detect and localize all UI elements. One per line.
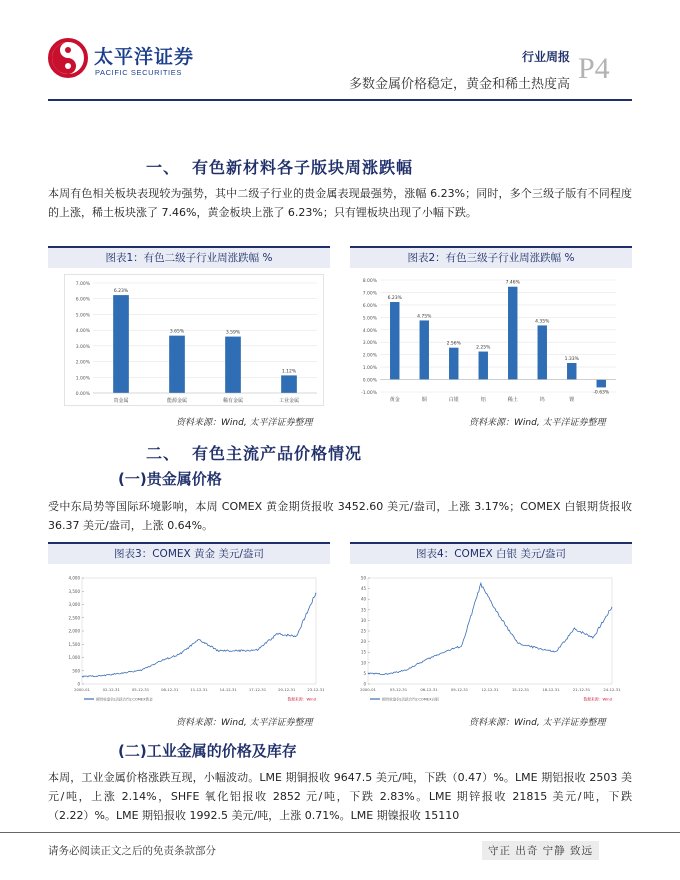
y-tick-label: 3.00% bbox=[75, 344, 90, 350]
bar-value-label: 4.35% bbox=[535, 319, 550, 325]
bar-value-label: 3.59% bbox=[225, 330, 241, 336]
y-tick-label: 1.00% bbox=[362, 366, 377, 372]
plot-frame bbox=[82, 578, 316, 684]
bar bbox=[567, 363, 576, 380]
x-tick-label: 02-12-31 bbox=[102, 687, 120, 692]
y-tick-label: 30 bbox=[360, 617, 366, 623]
bar bbox=[225, 337, 241, 393]
x-category-label: 稀土 bbox=[507, 397, 518, 403]
x-tick-label: 23-12-31 bbox=[307, 687, 324, 692]
figure4-chart bbox=[350, 572, 622, 712]
legend-label: 期货收盘价(活跃合约):COMEX黄金 bbox=[96, 697, 153, 702]
x-tick-label: 18-12-31 bbox=[542, 687, 560, 692]
subsection-precious-metals: (一)贵金属价格 bbox=[118, 470, 222, 488]
bar-value-label: 2.56% bbox=[446, 341, 461, 347]
y-tick-label: 8.00% bbox=[362, 279, 377, 284]
bar-value-label: -0.63% bbox=[593, 390, 610, 396]
chart-source-note: 数据来源：Wind bbox=[287, 696, 316, 702]
x-tick-label: 09-12-31 bbox=[450, 687, 469, 692]
x-tick-label: 06-12-31 bbox=[420, 687, 438, 692]
bar bbox=[449, 348, 458, 380]
y-tick-label: 25 bbox=[360, 628, 366, 634]
x-tick-label: 2000-01 bbox=[360, 687, 376, 692]
subsection-industrial-metals: (二)工业金属的价格及库存 bbox=[118, 742, 297, 760]
x-category-label: 锂 bbox=[569, 397, 575, 403]
y-tick-label: 4,000 bbox=[68, 575, 80, 581]
footer-disclaimer: 请务必阅读正文之后的免责条款部分 bbox=[48, 845, 216, 857]
section2-number: 二、 bbox=[146, 444, 181, 463]
figure4-title: 图表4：COMEX 白银 美元/盎司 bbox=[350, 542, 632, 564]
figure1-bar-chart bbox=[65, 275, 325, 407]
precious-metals-paragraph: 受中东局势等国际环境影响，本周 COMEX 黄金期货报收 3452.60 美元/盎司，上涨 3.17%；COMEX 白银期货报收 36.37 美元/盎司，上涨 0.64%。 bbox=[48, 500, 632, 532]
x-tick-label: 03-12-31 bbox=[389, 687, 408, 692]
y-tick-label: 1,000 bbox=[68, 655, 80, 660]
page-header bbox=[0, 0, 680, 105]
y-tick-label: 10 bbox=[360, 660, 366, 666]
figure1-title: 图表1：有色二级子行业周涨跌幅 % bbox=[48, 246, 330, 268]
bar bbox=[169, 336, 185, 393]
x-category-label: 铝 bbox=[480, 397, 486, 403]
y-tick-label: 0.00% bbox=[362, 378, 377, 384]
x-category-label: 能源金属 bbox=[166, 398, 188, 404]
y-tick-label: 5.00% bbox=[75, 313, 90, 319]
page-number: P4 bbox=[578, 52, 610, 85]
y-tick-label: 35 bbox=[360, 607, 366, 613]
x-tick-label: 14-12-31 bbox=[219, 687, 237, 692]
y-tick-label: 0 bbox=[77, 681, 80, 687]
y-tick-label: 4.00% bbox=[75, 329, 90, 335]
industrial-metals-paragraph: 本周，工业金属价格涨跌互现，小幅波动。LME 期铜报收 9647.5 美元/吨，下跌（0.47）%。LME 期铝报收 2503 美元/吨，上涨 2.14%，SHFE 氧化铝报收 2852 元/吨，下跌 2.83%。LME 期锌报收 21815 美元/吨，下跌（2.22）%。LME 期铅报收 1992.5 美元/吨，上涨 0.71%。LME 期镍报收 15110 bbox=[48, 771, 632, 822]
header-divider bbox=[48, 99, 632, 101]
y-tick-label: 500 bbox=[72, 668, 80, 674]
y-tick-label: 0.00% bbox=[75, 392, 90, 397]
x-category-label: 贵金属 bbox=[113, 398, 129, 404]
figure3-line-chart bbox=[64, 572, 324, 712]
bar-value-label: 7.46% bbox=[505, 280, 520, 286]
y-tick-label: 2.00% bbox=[75, 360, 90, 366]
bar bbox=[113, 295, 129, 393]
bar-value-label: 3.65% bbox=[169, 329, 185, 335]
x-category-label: 白银 bbox=[448, 397, 459, 403]
x-tick-label: 17-12-31 bbox=[248, 687, 267, 692]
y-tick-label: 4.00% bbox=[362, 328, 377, 334]
x-category-label: 黄金 bbox=[389, 397, 400, 403]
x-category-label: 钨 bbox=[539, 397, 545, 403]
figure3-chart bbox=[64, 572, 324, 712]
bar-value-label: 2.25% bbox=[476, 345, 491, 351]
y-tick-label: 5.00% bbox=[362, 316, 377, 322]
bar bbox=[420, 320, 429, 379]
bar bbox=[508, 287, 517, 380]
y-tick-label: 3,000 bbox=[68, 602, 80, 607]
y-tick-label: 3.00% bbox=[362, 341, 377, 347]
y-tick-label: 45 bbox=[360, 586, 366, 592]
section2-heading bbox=[146, 441, 362, 464]
section2-title: 有色主流产品价格情况 bbox=[192, 444, 363, 463]
y-tick-label: 15 bbox=[360, 649, 366, 655]
logo-name-en: PACIFIC SECURITIES bbox=[95, 68, 182, 77]
chart-source-note: 数据来源：Wind bbox=[583, 696, 612, 702]
y-tick-label: 3,500 bbox=[68, 588, 80, 594]
y-tick-label: 40 bbox=[360, 596, 366, 602]
figure3-source: 资料来源：Wind, 太平洋证券整理 bbox=[176, 718, 313, 728]
series-line bbox=[368, 583, 612, 675]
logo-name-cn: 太平洋证券 bbox=[94, 46, 195, 68]
x-tick-label: 15-12-31 bbox=[511, 687, 530, 692]
x-tick-label: 05-12-31 bbox=[131, 687, 150, 692]
y-tick-label: 7.00% bbox=[75, 282, 90, 287]
figure4-source: 资料来源：Wind, 太平洋证券整理 bbox=[469, 718, 606, 728]
y-tick-label: 0 bbox=[363, 681, 366, 687]
y-tick-label: 2.00% bbox=[362, 353, 377, 359]
y-tick-label: -1.00% bbox=[361, 391, 377, 396]
bar bbox=[479, 352, 488, 380]
y-tick-label: 2,500 bbox=[68, 615, 80, 621]
x-tick-label: 2000-01 bbox=[74, 687, 90, 692]
footer-motto: 守正 出奇 宁静 致远 bbox=[482, 841, 599, 860]
y-tick-label: 5 bbox=[363, 670, 366, 676]
y-tick-label: 7.00% bbox=[362, 291, 377, 297]
report-title: 多数金属价格稳定，黄金和稀土热度高 bbox=[348, 77, 570, 92]
y-tick-label: 1,500 bbox=[68, 641, 80, 647]
footer-divider bbox=[0, 832, 680, 833]
figure1-chart bbox=[64, 274, 324, 406]
x-tick-label: 12-12-31 bbox=[481, 687, 499, 692]
legend-label: 期货收盘价(活跃合约):COMEX白银 bbox=[382, 697, 439, 702]
figure2-chart bbox=[354, 274, 622, 406]
x-tick-label: 08-12-31 bbox=[161, 687, 179, 692]
y-tick-label: 1.00% bbox=[75, 376, 90, 382]
bar bbox=[538, 325, 547, 379]
figure2-title: 图表2：有色三级子行业周涨跌幅 % bbox=[350, 246, 632, 268]
bar-value-label: 1.33% bbox=[564, 357, 579, 363]
x-category-label: 稀有金属 bbox=[222, 398, 244, 404]
figure2-bar-chart bbox=[354, 274, 622, 406]
bar-value-label: 6.23% bbox=[387, 296, 402, 302]
bar-value-label: 1.12% bbox=[281, 369, 297, 375]
report-type: 行业周报 bbox=[521, 50, 570, 64]
y-tick-label: 2,000 bbox=[68, 628, 80, 634]
bar-value-label: 6.23% bbox=[113, 289, 129, 295]
bar bbox=[281, 375, 297, 393]
bar bbox=[597, 380, 606, 388]
y-tick-label: 6.00% bbox=[75, 297, 90, 303]
x-tick-label: 21-12-31 bbox=[572, 687, 591, 692]
y-tick-label: 20 bbox=[360, 639, 366, 645]
section1-heading bbox=[146, 155, 413, 178]
plot-frame bbox=[368, 578, 612, 684]
figure3-title: 图表3：COMEX 黄金 美元/盎司 bbox=[48, 542, 330, 564]
figure2-source: 资料来源：Wind, 太平洋证券整理 bbox=[469, 418, 606, 428]
x-tick-label: 20-12-31 bbox=[278, 687, 296, 692]
x-category-label: 铜 bbox=[421, 397, 427, 403]
series-line bbox=[82, 593, 316, 678]
section1-paragraph: 本周有色相关板块表现较为强势，其中二级子行业的贵金属表现最强势，涨幅 6.23%；同时，多个三级子版有不同程度的上涨，稀土板块涨了 7.46%，黄金板块上涨了 6.23%；只有锂板块出现了小幅下跌。 bbox=[48, 187, 632, 219]
y-tick-label: 6.00% bbox=[362, 303, 377, 309]
bar bbox=[390, 302, 399, 380]
figure4-line-chart bbox=[350, 572, 622, 712]
y-tick-label: 50 bbox=[360, 575, 366, 581]
pacific-securities-logo-icon bbox=[48, 38, 88, 78]
x-tick-label: 11-12-31 bbox=[190, 687, 208, 692]
x-category-label: 工业金属 bbox=[278, 398, 300, 404]
bar-value-label: 4.75% bbox=[417, 314, 432, 320]
section1-title: 有色新材料各子版块周涨跌幅 bbox=[192, 158, 414, 177]
x-tick-label: 24-12-31 bbox=[603, 687, 621, 692]
figure1-source: 资料来源：Wind, 太平洋证券整理 bbox=[176, 418, 313, 428]
section1-number: 一、 bbox=[146, 158, 181, 177]
